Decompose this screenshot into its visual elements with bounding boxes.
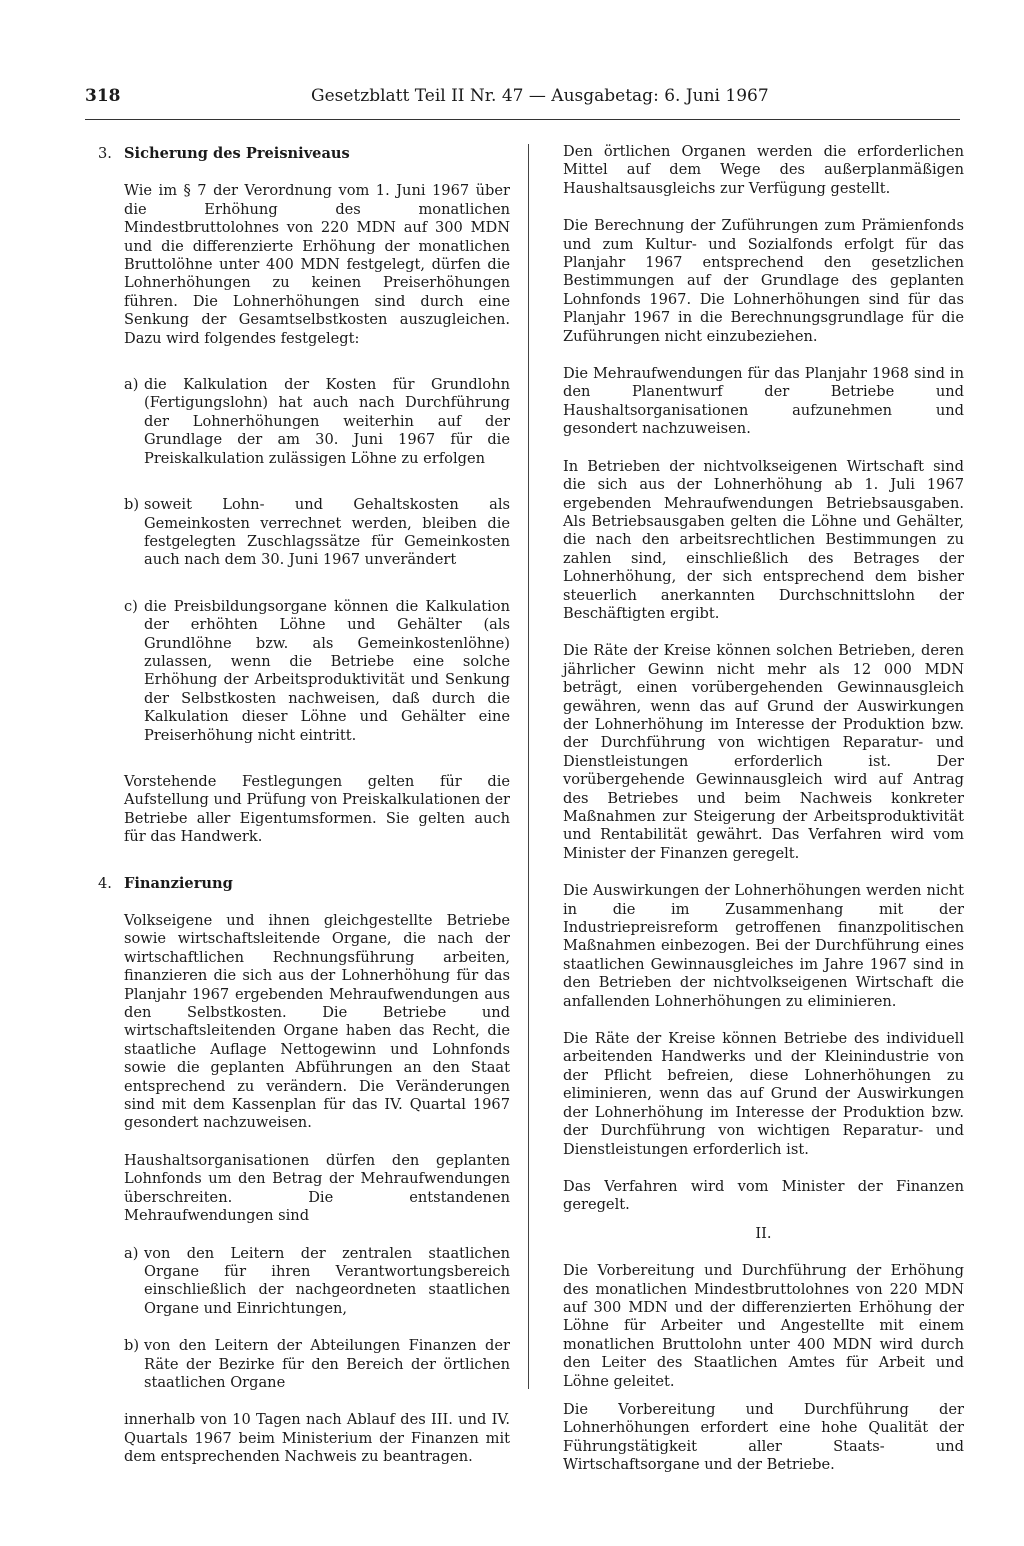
section-3-title: Sicherung des Preisniveaus xyxy=(124,145,350,162)
left-column xyxy=(98,145,510,1467)
roman-section-heading: II. xyxy=(755,1224,772,1242)
paragraph: Die Auswirkungen der Lohnerhöhungen werden nicht in die im Zusammenhang mit der Industriepreisreform getroffenen finanzpolitischen Maßnahmen einbezogen. Bei der Durchführung eines staatlichen Gewinnausgleiches im Jahre 1967 sind in den Betrieben der nichtvolkseigenen Wirtschaft die anfallenden Lohnerhöhungen zu eliminieren. xyxy=(563,882,964,1010)
section-4-number: 4. xyxy=(98,874,112,892)
section-3-number: 3. xyxy=(98,145,112,162)
paragraph: Die Räte der Kreise können Betriebe des individuell arbeitenden Handwerks und der Kleinindustrie von der Pflicht befreien, diese Lohnerhöhungen zu eliminieren, wenn das auf Grund der Auswirkungen der Lohnerhöhung im Interesse der Produktion bzw. der Durchführung von wichtigen Reparatur- und Dienstleistungen erforderlich ist. xyxy=(563,1030,964,1158)
section-3-heading xyxy=(98,145,510,163)
list-item-text: die Kalkulation der Kosten für Grundlohn (Fertigungslohn) hat auch nach Durchführung der Lohnerhöhungen weiterhin auf der Grundlage der am 30. Juni 1967 für die Preiskalkulation zulässigen Löhne zu erfolgen xyxy=(144,376,510,467)
paragraph: Die Räte der Kreise können solchen Betrieben, deren jährlicher Gewinn nicht mehr als 12 000 MDN beträgt, einen vorübergehenden Gewinnausgleich gewähren, wenn das auf Grund der Auswirkungen der Lohnerhöhung im Interesse der Produktion bzw. der Durchführung von wichtigen Reparatur- und Dienstleistungen erforderlich ist. Der vorübergehende Gewinnausgleich wird auf Antrag des Betriebes und beim Nachweis konkreter Maßnahmen zur Steigerung der Arbeitsproduktivität und Rentabilität gewährt. Das Verfahren wird vom Minister der Finanzen geregelt. xyxy=(563,642,964,862)
list-item-label: b) xyxy=(124,496,140,514)
section-3-outro: Vorstehende Festlegungen gelten für die Aufstellung und Prüfung von Preiskalkulationen der Betriebe aller Eigentumsformen. Sie gelten auch für das Handwerk. xyxy=(124,772,510,846)
section-4-paragraph-3: innerhalb von 10 Tagen nach Ablauf des III. und IV. Quartals 1967 beim Ministerium der Finanzen mit dem entsprechenden Nachweis zu beantragen. xyxy=(124,1411,510,1466)
list-item-text: soweit Lohn- und Gehaltskosten als Gemeinkosten verrechnet werden, bleiben die festgelegten Zuschlagssätze für Gemeinkosten auch nach dem 30. Juni 1967 unverändert xyxy=(144,496,510,569)
right-column xyxy=(563,143,964,1475)
header-title: Gesetzblatt Teil II Nr. 47 — Ausgabetag: 6. Juni 1967 xyxy=(311,86,769,106)
list-item-text: von den Leitern der zentralen staatlichen Organe für ihren Verantwortungsbereich einschließlich der nachgeordneten staatlichen Organe und Einrichtungen, xyxy=(144,1244,510,1317)
list-item xyxy=(98,598,510,745)
list-item xyxy=(98,376,510,468)
header-rule xyxy=(85,119,960,120)
paragraph: Die Vorbereitung und Durchführung der Erhöhung des monatlichen Mindestbruttolohnes von 220 MDN auf 300 MDN und der differenzierten Erhöhung der Löhne für Arbeiter und Angestellte mit einem monatlichen Bruttolohn unter 400 MDN wird durch den Leiter des Staatlichen Amtes für Arbeit und Löhne geleitet. xyxy=(563,1262,964,1390)
section-4-heading xyxy=(98,875,510,893)
section-4-paragraph-1: Volkseigene und ihnen gleichgestellte Betriebe sowie wirtschaftsleitende Organe, die nach der wirtschaftlichen Rechnungsführung arbeiten, finanzieren die sich aus der Lohnerhöhung für das Planjahr 1967 ergebenden Mehraufwendungen aus den Selbstkosten. Die Betriebe und wirtschaftsleitenden Organe haben das Recht, die staatliche Auflage Nettogewinn und Lohnfonds sowie die geplanten Abführungen an den Staat entsprechend zu verändern. Die Veränderungen sind mit dem Kassenplan für das IV. Quartal 1967 gesondert nachzuweisen. xyxy=(124,912,510,1132)
list-item-label: a) xyxy=(124,376,139,394)
list-item xyxy=(98,1245,510,1319)
page-header xyxy=(85,86,960,112)
section-4-paragraph-2: Haushaltsorganisationen dürfen den geplanten Lohnfonds um den Betrag der Mehraufwendungen überschreiten. Die entstandenen Mehraufwendungen sind xyxy=(124,1151,510,1225)
paragraph: In Betrieben der nichtvolkseigenen Wirtschaft sind die sich aus der Lohnerhöhung ab 1. Juli 1967 ergebenden Mehraufwendungen Betriebsausgaben. Als Betriebsausgaben gelten die Löhne und Gehälter, die nach den arbeitsrechtlichen Bestimmungen zu zahlen sind, einschließlich des Betrages der Lohnerhöhung, der sich entsprechend dem bisher steuerlich anerkannten Durchschnittslohn der Beschäftigten ergibt. xyxy=(563,457,964,622)
paragraph: Den örtlichen Organen werden die erforderlichen Mittel auf dem Wege des außerplanmäßigen Haushaltsausgleichs zur Verfügung gestellt. xyxy=(563,143,964,197)
paragraph: Die Vorbereitung und Durchführung der Lohnerhöhungen erfordert eine hohe Qualität der Führungstätigkeit aller Staats- und Wirtschaftsorgane und der Betriebe. xyxy=(563,1400,964,1474)
list-item-text: von den Leitern der Abteilungen Finanzen der Räte der Bezirke für den Bereich der örtlichen staatlichen Organe xyxy=(144,1337,510,1391)
paragraph: Die Mehraufwendungen für das Planjahr 1968 sind in den Planentwurf der Betriebe und Haushaltsorganisationen aufzunehmen und gesondert nachzuweisen. xyxy=(563,365,964,438)
paragraph: Das Verfahren wird vom Minister der Finanzen geregelt. xyxy=(563,1177,964,1214)
list-item-label: a) xyxy=(124,1244,139,1262)
paragraph: Die Berechnung der Zuführungen zum Prämienfonds und zum Kultur- und Sozialfonds erfolgt für das Planjahr 1967 entsprechend den gesetzlichen Bestimmungen auf der Grundlage des geplanten Lohnfonds 1967. Die Lohnerhöhungen sind für das Planjahr 1967 in die Berechnungsgrundlage für die Zuführungen nicht einzubeziehen. xyxy=(563,217,964,345)
list-item-text: die Preisbildungsorgane können die Kalkulation der erhöhten Löhne und Gehälter (als Grundlöhne bzw. als Gemeinkostenlöhne) zulassen, wenn die Betriebe eine solche Erhöhung der Arbeitsproduktivität und Senkung der Selbstkosten nachweisen, daß durch die Kalkulation dieser Löhne und Gehälter eine Preiserhöhung nicht eintritt. xyxy=(144,597,510,744)
section-3-intro: Wie im § 7 der Verordnung vom 1. Juni 1967 über die Erhöhung des monatlichen Mindestbruttolohnes von 220 MDN auf 300 MDN und die differenzierte Erhöhung der monatlichen Bruttolöhne unter 400 MDN festgelegt, dürfen die Lohnerhöhungen zu keinen Preiserhöhungen führen. Die Lohnerhöhungen sind durch eine Senkung der Gesamtselbstkosten auszugleichen. Dazu wird folgendes festgelegt: xyxy=(124,182,510,347)
list-item xyxy=(98,496,510,570)
list-item xyxy=(98,1337,510,1392)
column-divider xyxy=(528,144,529,1389)
page-number: 318 xyxy=(85,86,121,106)
list-item-label: b) xyxy=(124,1337,140,1355)
list-item-label: c) xyxy=(124,597,138,615)
section-4-title: Finanzierung xyxy=(124,874,233,892)
